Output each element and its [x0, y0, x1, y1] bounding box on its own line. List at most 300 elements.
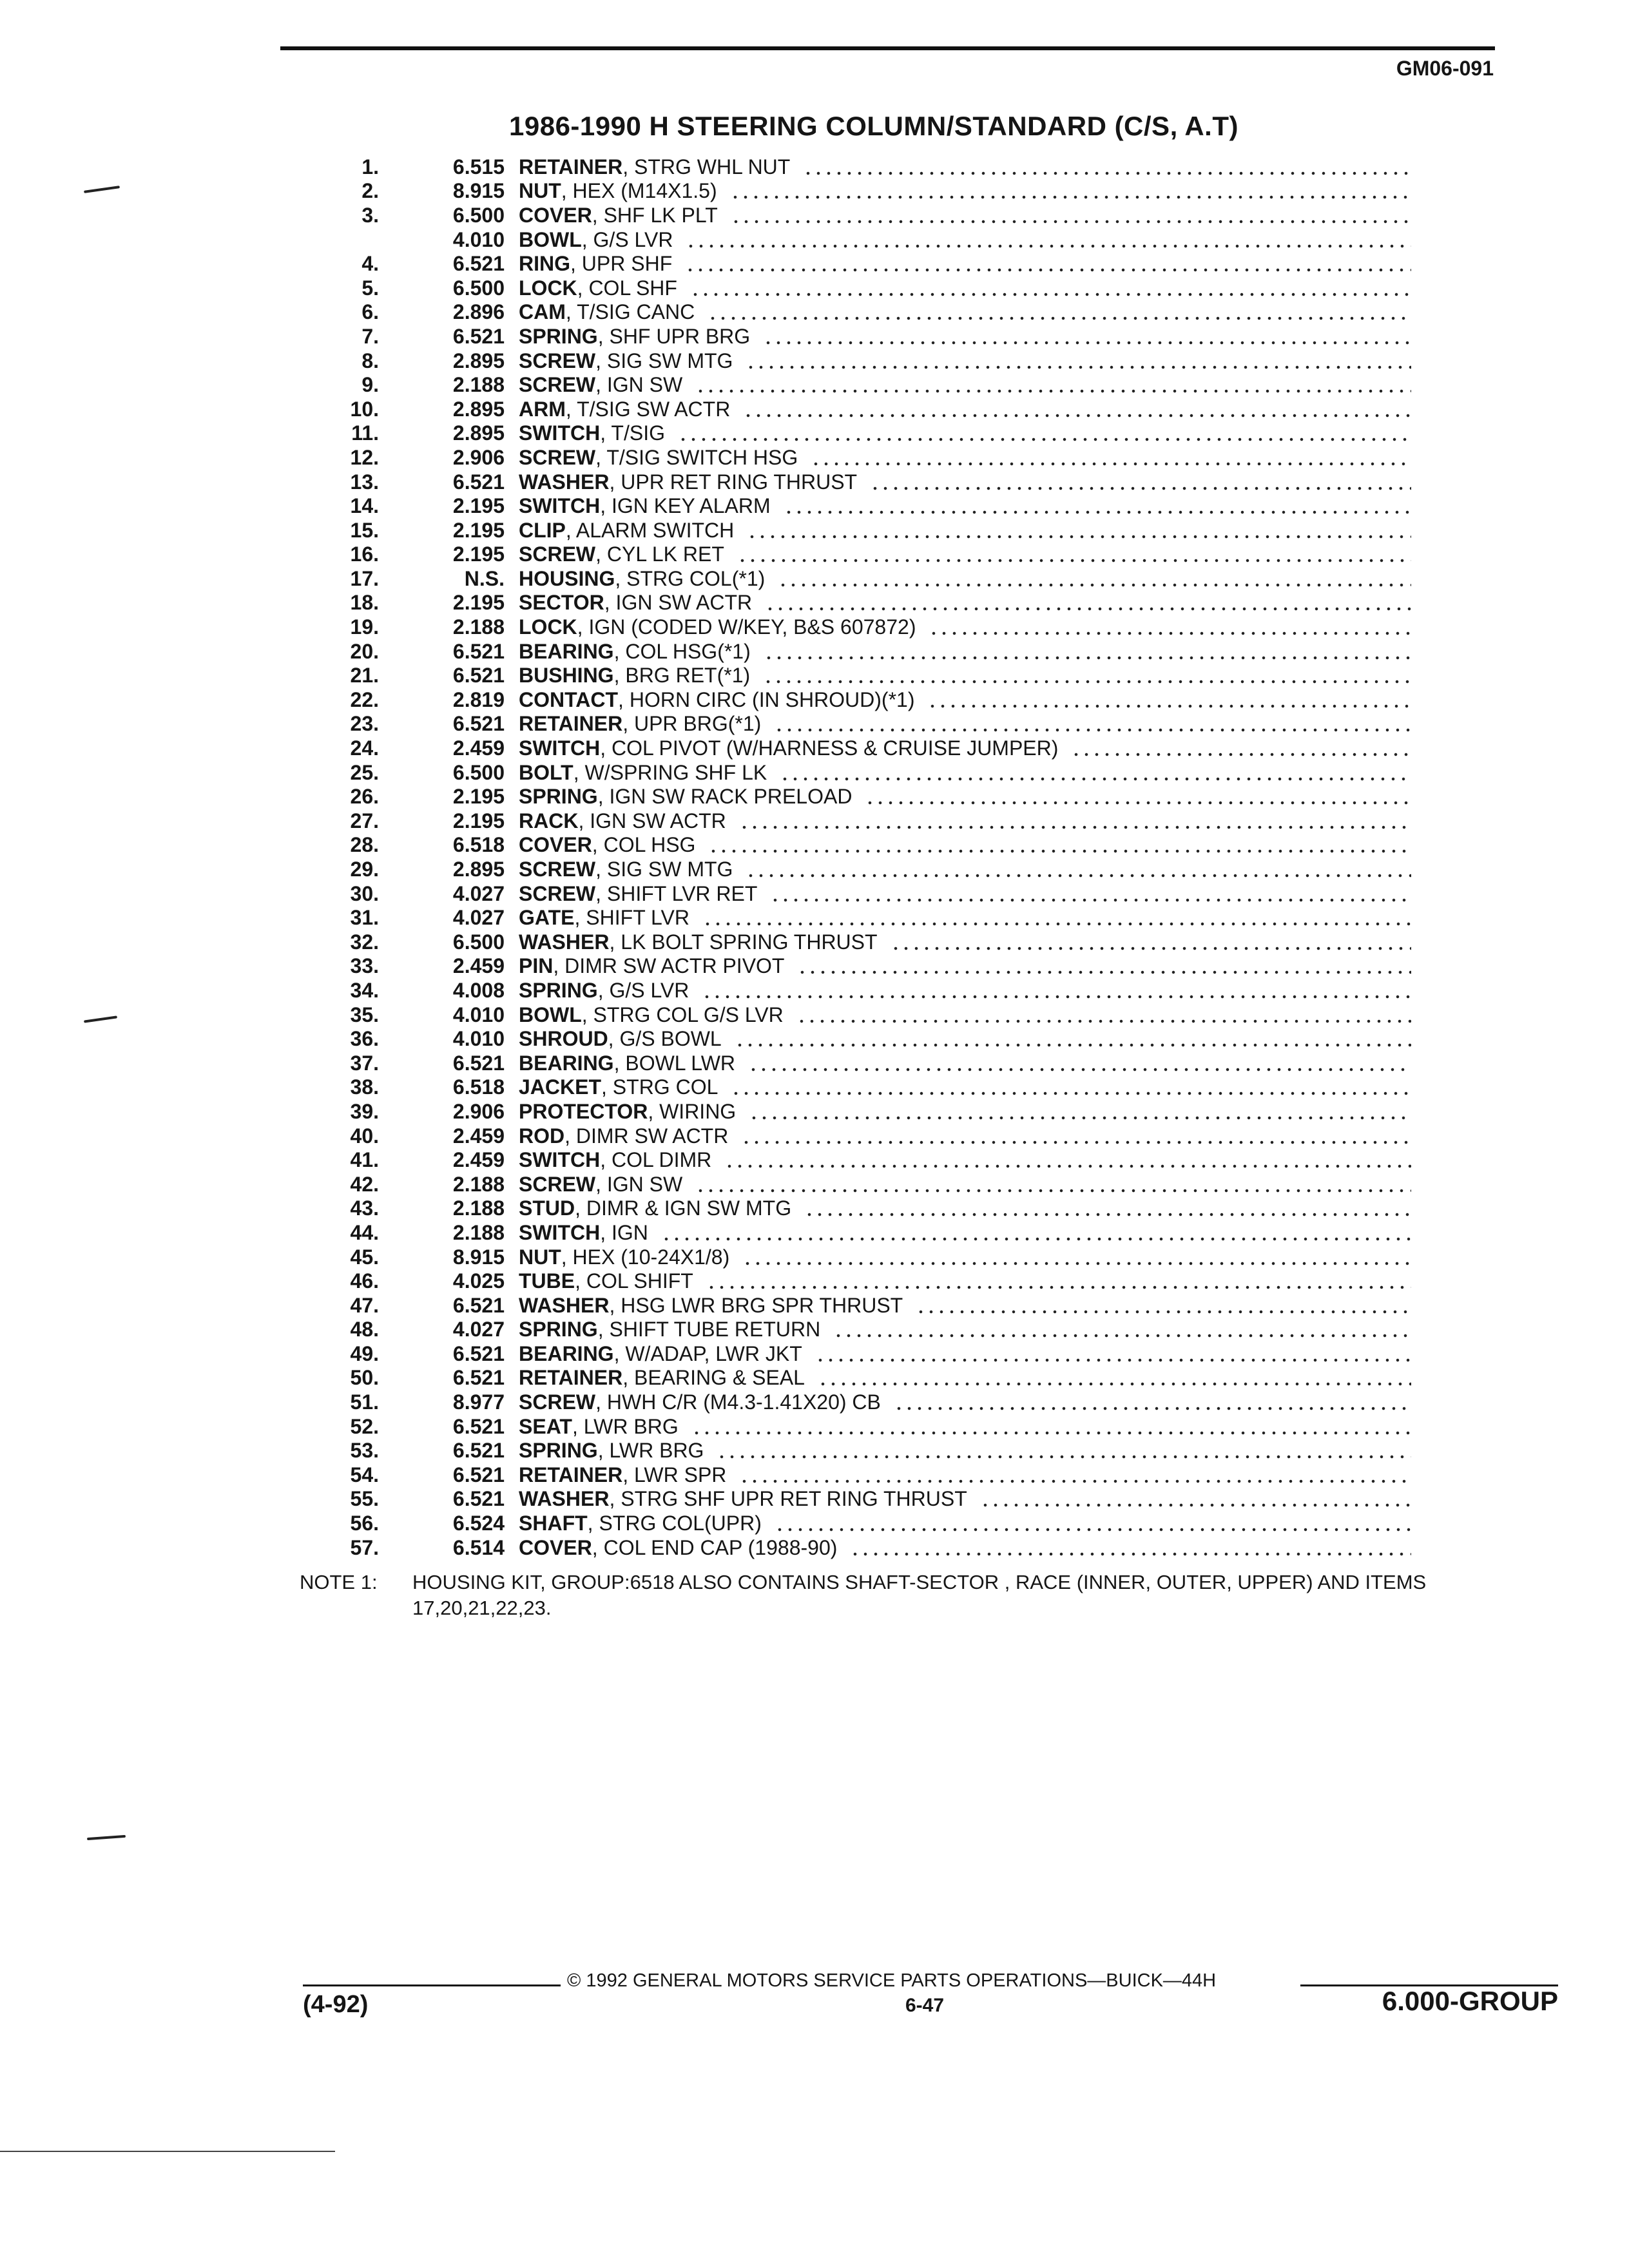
- part-description: [505, 1343, 802, 1365]
- item-number: 20.: [350, 639, 379, 663]
- part-description: [505, 1149, 711, 1171]
- scan-edge-line: [0, 2151, 335, 2152]
- item-number: 41.: [350, 1148, 379, 1172]
- item-number: 28.: [350, 833, 379, 857]
- part-description: [505, 737, 1058, 759]
- part-detail: , STRG COL(*1): [615, 566, 766, 590]
- group-code: 2.459: [452, 736, 505, 760]
- group-code: 6.500: [452, 930, 505, 954]
- part-description: [505, 1052, 735, 1074]
- part-description: [505, 785, 852, 807]
- part-name: BOLT: [519, 760, 574, 784]
- part-name: RETAINER: [519, 155, 623, 178]
- group-code: 6.524: [452, 1512, 505, 1535]
- part-description: [505, 1537, 837, 1559]
- dot-leader: [690, 277, 1411, 299]
- group-code: 2.195: [452, 591, 505, 615]
- part-detail: , BEARING & SEAL: [622, 1366, 805, 1390]
- part-row: [303, 1196, 1411, 1221]
- dot-leader: [724, 1149, 1411, 1171]
- footer-copyright: © 1992 GENERAL MOTORS SERVICE PARTS OPERATIONS—BUICK—44H: [567, 1970, 1217, 1991]
- part-description: [505, 1197, 791, 1219]
- part-name: SHAFT: [519, 1512, 588, 1535]
- group-code: 6.521: [452, 1341, 505, 1365]
- part-name: RETAINER: [519, 1463, 623, 1486]
- part-description: [505, 640, 751, 662]
- part-name: STUD: [519, 1196, 575, 1220]
- part-detail: , IGN (CODED W/KEY, B&S 607872): [577, 615, 916, 639]
- part-description: [505, 1100, 736, 1122]
- group-code: 6.521: [452, 1439, 505, 1463]
- part-row: [303, 203, 1411, 227]
- dot-leader: [929, 616, 1411, 638]
- item-number: 24.: [350, 736, 379, 760]
- part-name: SCREW: [519, 881, 596, 905]
- part-row: [303, 591, 1411, 615]
- part-description: [505, 519, 734, 541]
- group-code: 6.521: [452, 712, 505, 736]
- item-number: 7.: [361, 324, 379, 348]
- part-description: [505, 713, 761, 735]
- part-row: [303, 784, 1411, 809]
- part-description: [505, 810, 726, 832]
- group-code: 8.915: [452, 1245, 505, 1269]
- part-name: RING: [519, 252, 570, 276]
- group-code: 2.459: [452, 1124, 505, 1148]
- part-name: COVER: [519, 203, 592, 227]
- item-number: 33.: [350, 954, 379, 978]
- part-row: [303, 978, 1411, 1003]
- part-description: [505, 398, 730, 420]
- part-detail: , DIMR & IGN SW MTG: [575, 1196, 792, 1220]
- group-code: 6.521: [452, 639, 505, 663]
- group-code: 4.010: [452, 227, 505, 251]
- part-name: SCREW: [519, 445, 596, 469]
- group-code: 6.518: [452, 1075, 505, 1099]
- binder-hole-mark: [84, 1015, 117, 1023]
- dot-leader: [746, 350, 1411, 372]
- dot-leader: [764, 640, 1411, 662]
- part-name: RACK: [519, 809, 579, 832]
- group-code: 4.010: [452, 1027, 505, 1051]
- part-description: [505, 907, 689, 928]
- part-detail: , T/SIG: [600, 421, 665, 445]
- part-detail: , STRG COL(UPR): [587, 1512, 762, 1535]
- part-detail: , COL SHF: [577, 276, 677, 300]
- part-name: WASHER: [519, 930, 610, 954]
- dot-leader: [778, 568, 1411, 590]
- part-name: SPRING: [519, 1439, 598, 1463]
- part-detail: , T/SIG SWITCH HSG: [595, 445, 798, 469]
- item-number: 49.: [350, 1341, 379, 1365]
- part-description: [505, 204, 718, 226]
- item-number: 43.: [350, 1196, 379, 1220]
- parts-list: [303, 155, 1411, 1559]
- item-number: 22.: [350, 687, 379, 711]
- part-name: SPRING: [519, 324, 598, 348]
- part-name: COVER: [519, 1535, 592, 1559]
- part-name: SWITCH: [519, 1148, 601, 1172]
- dot-leader: [784, 495, 1411, 517]
- part-row: [303, 1366, 1411, 1390]
- part-detail: , DIMR SW ACTR PIVOT: [553, 954, 785, 978]
- item-number: 21.: [350, 664, 379, 687]
- part-detail: , LWR BRG: [597, 1439, 704, 1463]
- item-number: 45.: [350, 1245, 379, 1269]
- part-name: CONTACT: [519, 687, 619, 711]
- dot-leader: [695, 374, 1411, 396]
- part-description: [505, 1125, 728, 1147]
- part-name: PROTECTOR: [519, 1099, 648, 1123]
- group-code: 2.819: [452, 687, 505, 711]
- part-row: [303, 300, 1411, 325]
- part-detail: , STRG COL: [601, 1075, 718, 1099]
- dot-leader: [865, 785, 1411, 807]
- dot-leader: [850, 1537, 1411, 1559]
- dot-leader: [731, 204, 1411, 226]
- group-code: 6.521: [452, 1487, 505, 1511]
- part-detail: , IGN SW ACTR: [604, 591, 753, 615]
- item-number: 2.: [361, 179, 379, 203]
- part-description: [505, 931, 878, 953]
- item-number: 15.: [350, 518, 379, 542]
- part-detail: , G/S LVR: [597, 978, 689, 1002]
- item-number: 36.: [350, 1027, 379, 1051]
- item-number: 35.: [350, 1003, 379, 1026]
- dot-leader: [739, 1464, 1411, 1486]
- part-row: [303, 1220, 1411, 1245]
- part-description: [505, 495, 771, 517]
- part-row: [303, 1438, 1411, 1463]
- part-row: [303, 736, 1411, 760]
- part-name: CAM: [519, 300, 566, 324]
- dot-leader: [833, 1318, 1411, 1340]
- part-description: [505, 471, 857, 493]
- group-code: 2.459: [452, 1148, 505, 1172]
- part-detail: , IGN SW: [595, 1172, 683, 1196]
- part-row: [303, 518, 1411, 543]
- part-description: [505, 1270, 693, 1292]
- part-name: TUBE: [519, 1269, 575, 1293]
- dot-leader: [804, 1197, 1411, 1219]
- part-description: [505, 1391, 881, 1413]
- dot-leader: [742, 1246, 1411, 1268]
- part-row: [303, 1148, 1411, 1172]
- dot-leader: [702, 979, 1411, 1001]
- part-detail: , SHIFT LVR RET: [595, 881, 758, 905]
- part-row: [303, 372, 1411, 397]
- dot-leader: [695, 1173, 1411, 1195]
- dot-leader: [797, 955, 1411, 977]
- part-description: [505, 447, 798, 468]
- item-number: 29.: [350, 858, 379, 881]
- part-description: [505, 301, 695, 323]
- part-detail: , IGN SW RACK PRELOAD: [597, 785, 853, 809]
- dot-leader: [749, 1100, 1411, 1122]
- part-description: [505, 568, 765, 590]
- item-number: 48.: [350, 1318, 379, 1341]
- part-description: [505, 1294, 903, 1316]
- part-description: [505, 1488, 967, 1510]
- part-name: GATE: [519, 906, 575, 930]
- part-detail: , STRG WHL NUT: [622, 155, 791, 178]
- part-description: [505, 664, 750, 686]
- part-row: [303, 833, 1411, 858]
- group-code: 2.906: [452, 1099, 505, 1123]
- group-code: 2.895: [452, 397, 505, 421]
- part-name: HOUSING: [519, 566, 615, 590]
- item-number: 32.: [350, 930, 379, 954]
- dot-leader: [685, 253, 1411, 274]
- part-row: [303, 1075, 1411, 1100]
- part-row: [303, 1341, 1411, 1366]
- dot-leader: [678, 422, 1411, 444]
- item-number: 11.: [351, 421, 379, 445]
- part-detail: , BRG RET(*1): [613, 664, 751, 687]
- part-name: LOCK: [519, 615, 577, 639]
- part-row: [303, 930, 1411, 954]
- part-row: [303, 712, 1411, 736]
- item-number: 44.: [350, 1220, 379, 1244]
- dot-leader: [743, 398, 1411, 420]
- part-detail: , T/SIG SW ACTR: [565, 397, 731, 421]
- part-name: SEAT: [519, 1414, 572, 1438]
- part-detail: , COL SHIFT: [575, 1269, 693, 1293]
- group-code: 4.027: [452, 881, 505, 905]
- group-code: 2.895: [452, 858, 505, 881]
- part-description: [505, 1004, 784, 1026]
- part-detail: , IGN KEY ALARM: [600, 494, 771, 518]
- dot-leader: [916, 1294, 1411, 1316]
- group-code: 2.895: [452, 349, 505, 372]
- part-row: [303, 1414, 1411, 1439]
- part-name: ROD: [519, 1124, 565, 1148]
- part-detail: , W/SPRING SHF LK: [573, 760, 767, 784]
- dot-leader: [815, 1343, 1411, 1365]
- dot-leader: [708, 301, 1411, 323]
- header-rule: [280, 46, 1495, 50]
- item-number: 23.: [350, 712, 379, 736]
- part-detail: , HWH C/R (M4.3-1.41X20) CB: [595, 1390, 881, 1414]
- part-detail: , HEX (10-24X1/8): [561, 1245, 730, 1269]
- part-row: [303, 227, 1411, 252]
- part-description: [505, 616, 916, 638]
- dot-leader: [894, 1391, 1411, 1413]
- part-detail: , SHF LK PLT: [592, 203, 718, 227]
- part-name: NUT: [519, 179, 561, 203]
- dot-leader: [780, 762, 1411, 783]
- group-code: 6.500: [452, 760, 505, 784]
- item-number: 3.: [361, 203, 379, 227]
- dot-leader: [741, 1125, 1411, 1147]
- footer-rule-left: [303, 1984, 561, 1986]
- item-number: 13.: [350, 470, 379, 494]
- part-row: [303, 1172, 1411, 1196]
- dot-leader: [739, 810, 1411, 832]
- dot-leader: [775, 1512, 1411, 1534]
- item-number: 50.: [350, 1366, 379, 1390]
- item-number: 57.: [350, 1535, 379, 1559]
- part-row: [303, 1318, 1411, 1342]
- item-number: 8.: [361, 349, 379, 372]
- part-row: [303, 760, 1411, 785]
- item-number: 17.: [350, 566, 379, 590]
- part-description: [505, 1439, 704, 1461]
- group-code: 8.915: [452, 179, 505, 203]
- group-code: 6.521: [452, 1051, 505, 1075]
- part-description: [505, 1512, 762, 1534]
- part-name: RETAINER: [519, 712, 623, 736]
- dot-leader: [708, 834, 1411, 856]
- group-number: 6.000-GROUP: [1382, 1986, 1558, 2016]
- part-description: [505, 689, 914, 711]
- page-number: 6-47: [905, 1995, 945, 2016]
- part-row: [303, 1124, 1411, 1148]
- part-detail: , LWR BRG: [572, 1414, 679, 1438]
- part-row: [303, 276, 1411, 300]
- item-number: 46.: [350, 1269, 379, 1293]
- part-name: BEARING: [519, 639, 614, 663]
- dot-leader: [763, 325, 1411, 347]
- part-description: [505, 156, 790, 178]
- dot-leader: [731, 1076, 1411, 1098]
- part-detail: , HEX (M14X1.5): [561, 179, 717, 203]
- dot-leader: [818, 1367, 1411, 1389]
- dot-leader: [803, 156, 1411, 178]
- group-code: 6.514: [452, 1535, 505, 1559]
- item-number: 26.: [350, 785, 379, 809]
- group-code: 2.195: [452, 518, 505, 542]
- part-name: RETAINER: [519, 1366, 623, 1390]
- group-code: 8.977: [452, 1390, 505, 1414]
- part-row: [303, 1245, 1411, 1269]
- item-number: 55.: [350, 1487, 379, 1511]
- item-number: 19.: [350, 615, 379, 639]
- part-name: WASHER: [519, 1487, 610, 1511]
- part-detail: , IGN SW: [595, 373, 683, 397]
- group-code: 4.025: [452, 1269, 505, 1293]
- item-number: 39.: [350, 1099, 379, 1123]
- dot-leader: [796, 1004, 1411, 1026]
- part-description: [505, 591, 752, 613]
- part-name: SECTOR: [519, 591, 604, 615]
- group-code: 6.521: [452, 252, 505, 276]
- part-detail: , WIRING: [648, 1099, 737, 1123]
- part-detail: , LWR SPR: [622, 1463, 727, 1486]
- part-detail: , ALARM SWITCH: [565, 518, 735, 542]
- part-row: [303, 881, 1411, 906]
- item-number: 54.: [350, 1463, 379, 1486]
- group-code: 6.515: [452, 155, 505, 178]
- dot-leader: [774, 713, 1411, 735]
- part-detail: , COL HSG: [592, 833, 696, 857]
- part-name: BOWL: [519, 227, 582, 251]
- item-number: 34.: [350, 978, 379, 1002]
- part-name: COVER: [519, 833, 592, 857]
- group-code: 2.188: [452, 615, 505, 639]
- group-code: 4.010: [452, 1003, 505, 1026]
- part-name: PIN: [519, 954, 554, 978]
- group-code: 2.188: [452, 1220, 505, 1244]
- part-description: [505, 325, 750, 347]
- dot-leader: [927, 689, 1411, 711]
- part-row: [303, 1051, 1411, 1075]
- item-number: 14.: [350, 494, 379, 518]
- part-row: [303, 179, 1411, 204]
- part-row: [303, 566, 1411, 591]
- part-name: SCREW: [519, 1390, 596, 1414]
- part-description: [505, 277, 677, 299]
- part-detail: , IGN: [600, 1220, 648, 1244]
- group-code: 2.906: [452, 445, 505, 469]
- dot-leader: [870, 471, 1411, 493]
- part-detail: , UPR SHF: [570, 252, 673, 276]
- part-detail: , STRG SHF UPR RET RING THRUST: [609, 1487, 967, 1511]
- binder-hole-mark: [87, 1835, 126, 1840]
- part-detail: , SHF UPR BRG: [597, 324, 751, 348]
- dot-leader: [746, 858, 1411, 880]
- part-row: [303, 445, 1411, 470]
- part-row: [303, 324, 1411, 349]
- dot-leader: [980, 1488, 1411, 1510]
- dot-leader: [747, 519, 1411, 541]
- part-row: [303, 1487, 1411, 1512]
- part-description: [505, 858, 733, 880]
- part-name: SWITCH: [519, 1220, 601, 1244]
- part-name: WASHER: [519, 1293, 610, 1317]
- revision-date: (4-92): [303, 1991, 369, 2018]
- part-detail: , CYL LK RET: [595, 543, 724, 566]
- part-row: [303, 615, 1411, 639]
- part-description: [505, 422, 665, 444]
- binder-hole-mark: [84, 186, 120, 193]
- part-detail: , UPR RET RING THRUST: [609, 470, 858, 494]
- part-row: [303, 349, 1411, 373]
- part-description: [505, 1464, 726, 1486]
- item-number: 53.: [350, 1439, 379, 1463]
- part-detail: , SHIFT TUBE RETURN: [597, 1318, 821, 1341]
- part-detail: , COL END CAP (1988-90): [592, 1535, 838, 1559]
- item-number: 18.: [350, 591, 379, 615]
- group-code: N.S.: [464, 566, 505, 590]
- part-detail: , T/SIG CANC: [565, 300, 695, 324]
- part-detail: , DIMR SW ACTR: [564, 1124, 729, 1148]
- part-name: JACKET: [519, 1075, 602, 1099]
- dot-leader: [737, 543, 1411, 565]
- part-detail: , IGN SW ACTR: [578, 809, 726, 832]
- part-description: [505, 1318, 820, 1340]
- group-code: 6.500: [452, 276, 505, 300]
- part-description: [505, 229, 673, 251]
- group-code: 4.008: [452, 978, 505, 1002]
- part-detail: , LK BOLT SPRING THRUST: [609, 930, 878, 954]
- dot-leader: [770, 883, 1411, 905]
- part-row: [303, 1511, 1411, 1535]
- part-name: SCREW: [519, 1172, 596, 1196]
- dot-leader: [706, 1270, 1411, 1292]
- part-row: [303, 1099, 1411, 1124]
- group-code: 2.195: [452, 543, 505, 566]
- part-row: [303, 1026, 1411, 1051]
- item-number: 51.: [350, 1390, 379, 1414]
- dot-leader: [891, 931, 1411, 953]
- part-detail: , COL HSG(*1): [613, 639, 751, 663]
- group-code: 6.521: [452, 1293, 505, 1317]
- part-name: SWITCH: [519, 421, 601, 445]
- page-title: 1986-1990 H STEERING COLUMN/STANDARD (C/S, A.T): [509, 111, 1239, 141]
- item-number: 42.: [350, 1172, 379, 1196]
- part-description: [505, 350, 733, 372]
